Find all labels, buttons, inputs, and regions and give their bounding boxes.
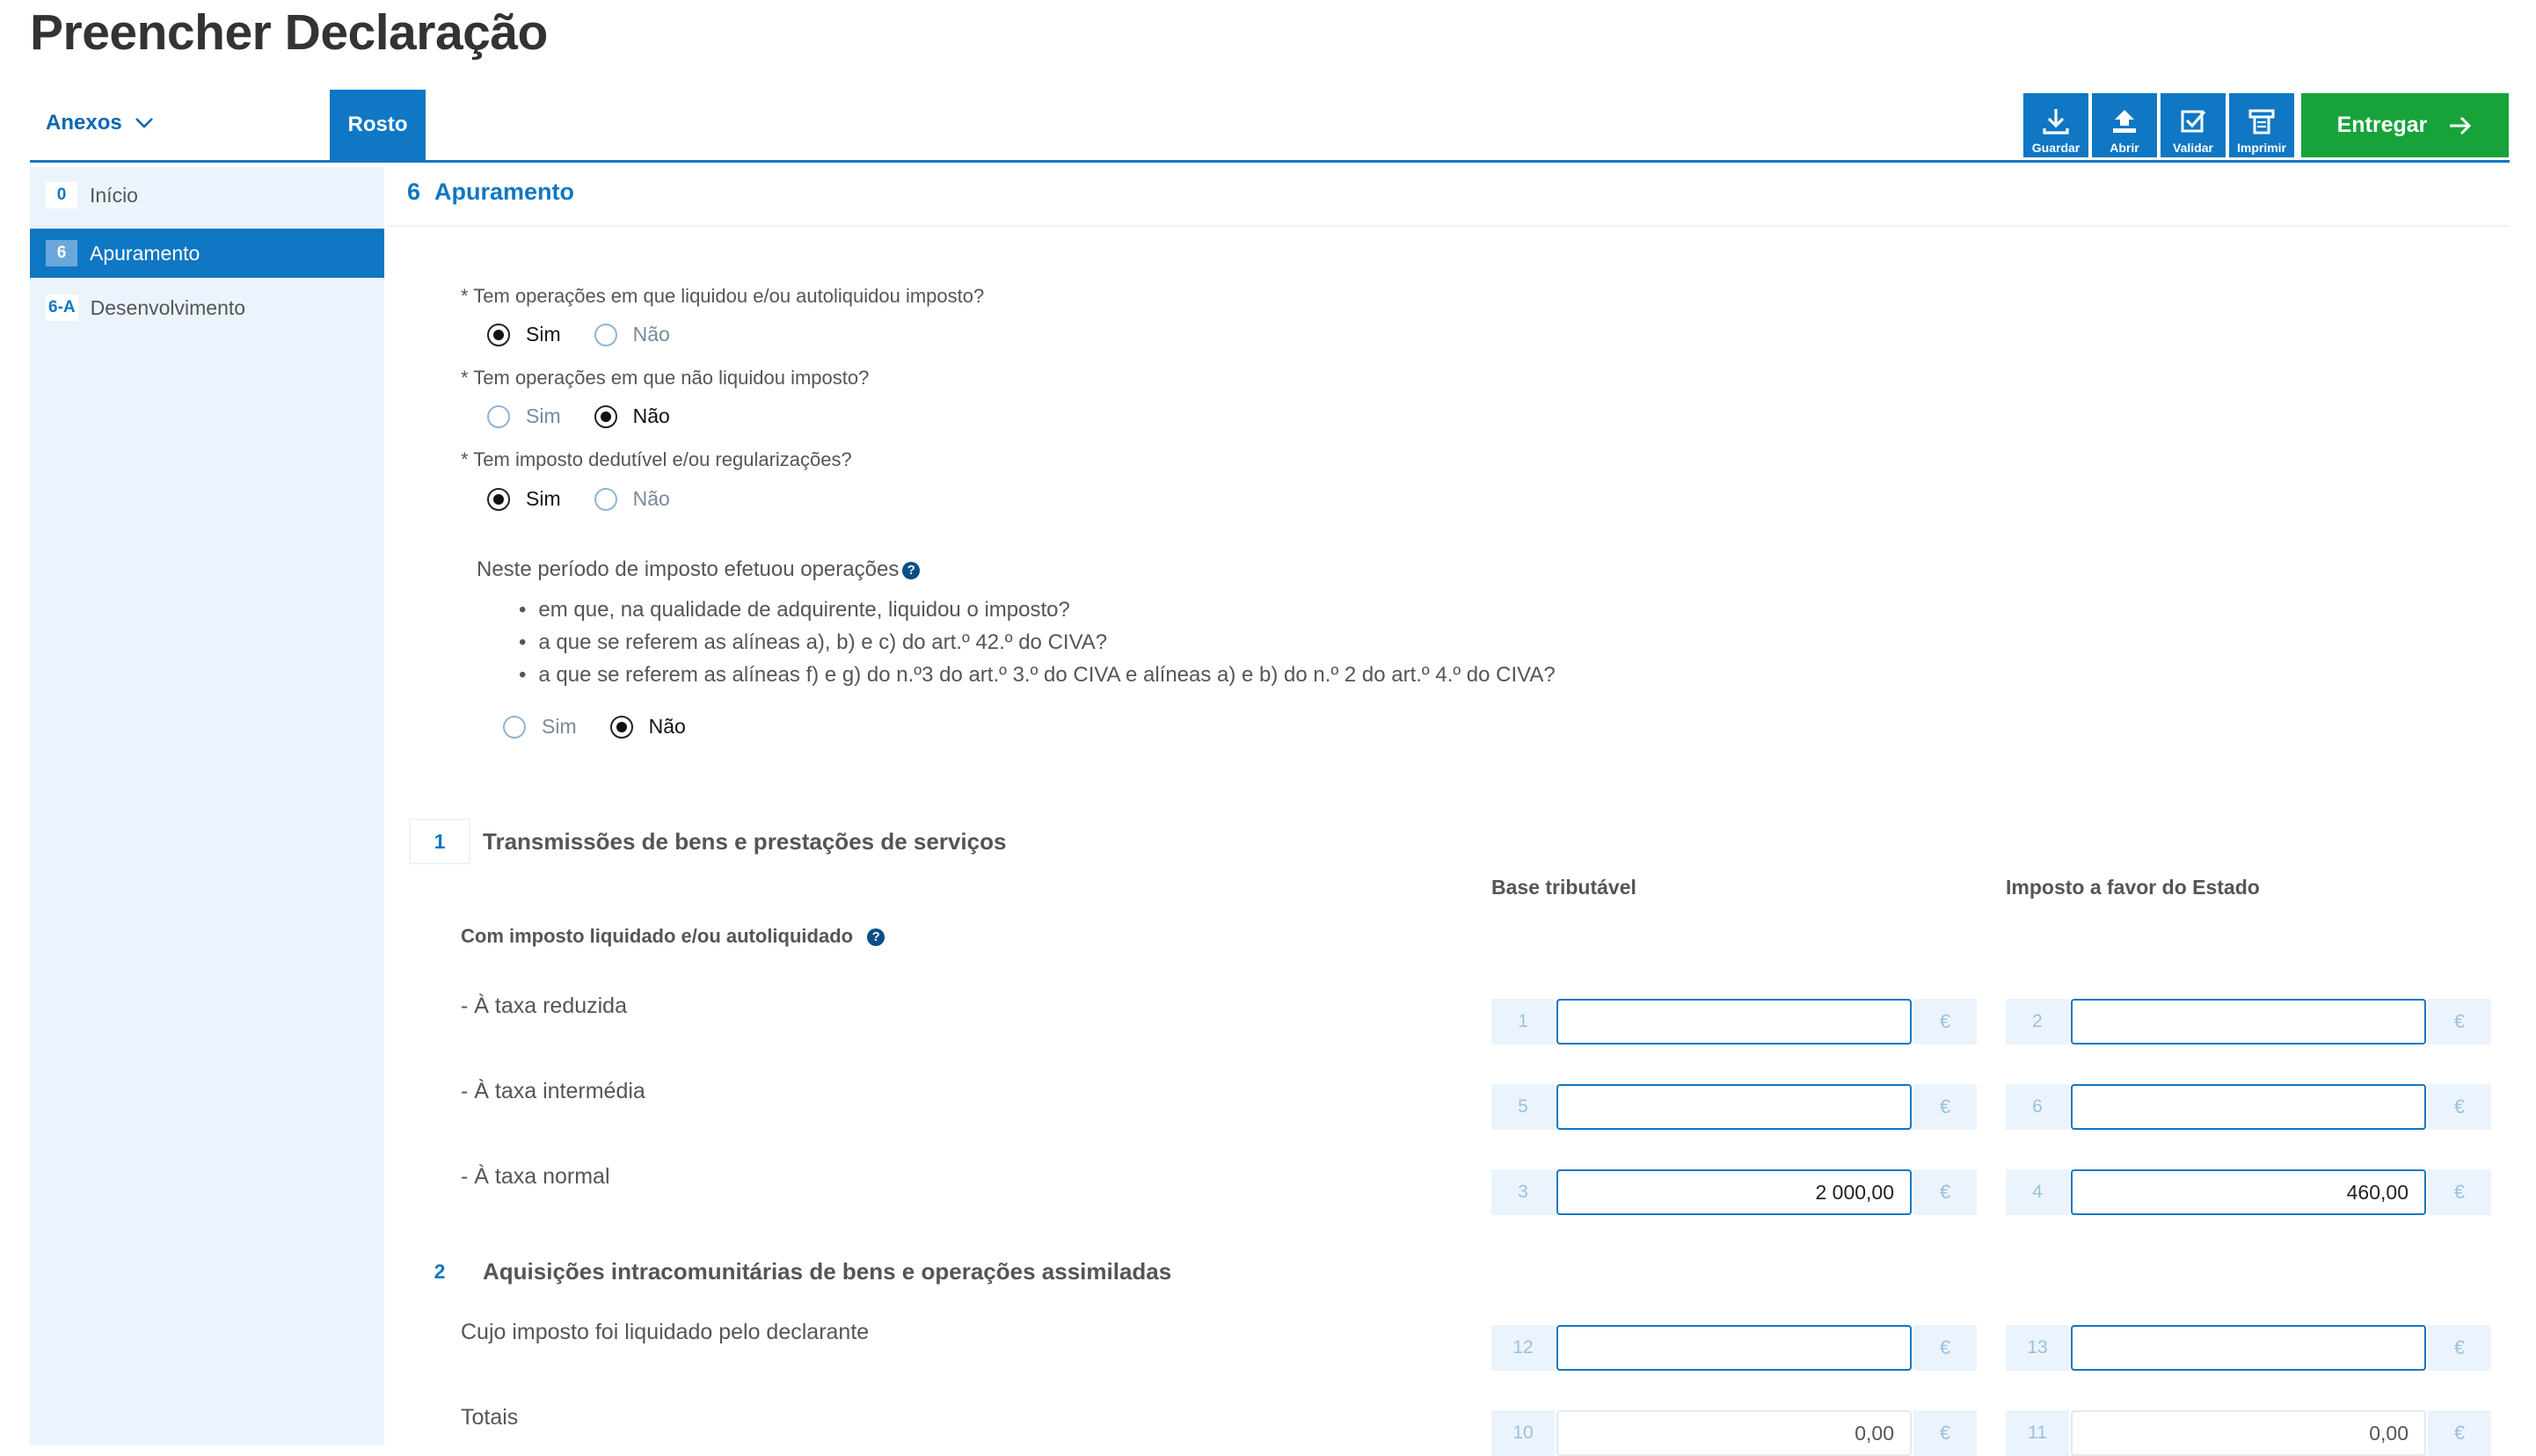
base-tributavel-input[interactable] xyxy=(1556,1169,1912,1215)
divider xyxy=(387,225,2510,227)
row-label-liquidado-declarante: Cujo imposto foi liquidado pelo declarante xyxy=(461,1320,870,1344)
field-number: 10 xyxy=(1491,1410,1555,1456)
radio-label: Não xyxy=(632,487,670,510)
period-question xyxy=(477,557,920,582)
entregar-button[interactable] xyxy=(2301,93,2509,157)
sidebar-item-num: 6 xyxy=(46,240,77,266)
radio-group-liquidou xyxy=(487,323,703,346)
total-base-input xyxy=(1556,1410,1912,1456)
radio-circle xyxy=(503,716,526,739)
radio-label: Não xyxy=(632,404,670,427)
subheading-text: Com imposto liquidado e/ou autoliquidado xyxy=(461,925,854,947)
base-tributavel-input[interactable] xyxy=(1556,1325,1912,1371)
euro-icon: € xyxy=(2428,999,2491,1045)
upload-icon xyxy=(2110,107,2139,135)
guardar-button[interactable] xyxy=(2023,93,2088,157)
radio-nao[interactable] xyxy=(610,715,686,739)
euro-icon: € xyxy=(2428,1325,2491,1371)
sidebar-item-label: Início xyxy=(90,183,138,207)
radio-sim[interactable] xyxy=(487,487,561,511)
sidebar-item-label: Desenvolvimento xyxy=(90,295,246,319)
radio-circle-checked xyxy=(487,488,510,511)
imprimir-button[interactable] xyxy=(2229,93,2294,157)
euro-icon: € xyxy=(2428,1410,2491,1456)
radio-sim[interactable] xyxy=(487,404,561,428)
radio-label: Sim xyxy=(526,487,561,510)
download-icon xyxy=(2041,107,2071,135)
radio-nao[interactable] xyxy=(594,323,670,346)
chevron-down-icon xyxy=(135,117,154,129)
field-base-5 xyxy=(1491,1084,1977,1130)
checkbox-icon xyxy=(2178,107,2208,135)
imposto-input[interactable] xyxy=(2071,1325,2426,1371)
field-number: 6 xyxy=(2006,1084,2069,1130)
field-imposto-4 xyxy=(2006,1169,2491,1215)
question-dedutivel: * Tem imposto dedutível e/ou regularizações? xyxy=(461,448,852,470)
field-imposto-11 xyxy=(2006,1410,2491,1456)
base-tributavel-input[interactable] xyxy=(1556,999,1912,1045)
row-label-taxa-normal: - À taxa normal xyxy=(461,1164,610,1189)
period-question-text: Neste período de imposto efetuou operações xyxy=(477,557,900,581)
validar-label: Validar xyxy=(2173,141,2213,155)
euro-icon: € xyxy=(2428,1084,2491,1130)
field-number: 2 xyxy=(2006,999,2069,1045)
radio-sim[interactable] xyxy=(503,715,577,739)
col-imposto-estado: Imposto a favor do Estado xyxy=(2006,876,2260,899)
imposto-input[interactable] xyxy=(2071,1084,2426,1130)
table1-number: 1 xyxy=(409,819,470,864)
help-icon[interactable]: ? xyxy=(902,562,920,579)
entregar-label: Entregar xyxy=(2336,113,2428,137)
arrow-right-icon xyxy=(2448,115,2473,136)
euro-icon: € xyxy=(1913,1410,1977,1456)
radio-circle-checked xyxy=(610,716,633,739)
abrir-label: Abrir xyxy=(2110,141,2139,155)
field-base-10 xyxy=(1491,1410,1977,1456)
row-label-taxa-intermedia: - À taxa intermédia xyxy=(461,1079,645,1103)
field-number: 4 xyxy=(2006,1169,2069,1215)
sidebar xyxy=(30,167,384,1445)
radio-nao[interactable] xyxy=(594,487,670,511)
help-icon[interactable]: ? xyxy=(867,928,885,946)
section-title-text: Apuramento xyxy=(434,178,575,205)
section-title xyxy=(407,178,574,206)
col-base-tributavel: Base tributável xyxy=(1491,876,1636,899)
row-label-taxa-reduzida: - À taxa reduzida xyxy=(461,994,627,1018)
table2-number: 2 xyxy=(434,1259,446,1283)
printer-icon xyxy=(2247,107,2277,135)
radio-circle xyxy=(594,324,617,346)
sidebar-item-apuramento[interactable] xyxy=(30,229,384,278)
sidebar-item-desenvolvimento[interactable] xyxy=(30,283,384,332)
guardar-label: Guardar xyxy=(2031,141,2081,155)
field-number: 12 xyxy=(1491,1325,1555,1371)
bullet-item: • em que, na qualidade de adquirente, liquidou o imposto? xyxy=(519,598,1070,622)
field-number: 5 xyxy=(1491,1084,1555,1130)
abrir-button[interactable] xyxy=(2092,93,2157,157)
radio-circle-checked xyxy=(594,405,617,428)
field-base-3 xyxy=(1491,1169,1977,1215)
radio-group-dedutivel xyxy=(487,487,703,511)
euro-icon: € xyxy=(1913,1325,1977,1371)
bullet-item: • a que se referem as alíneas a), b) e c) do art.º 42.º do CIVA? xyxy=(519,630,1107,655)
field-base-12 xyxy=(1491,1325,1977,1371)
euro-icon: € xyxy=(1913,999,1977,1045)
field-number: 11 xyxy=(2006,1410,2069,1456)
field-imposto-2 xyxy=(2006,999,2491,1045)
radio-group-nao-liquidou xyxy=(487,404,703,428)
row-label-totais: Totais xyxy=(461,1405,519,1430)
field-number: 1 xyxy=(1491,999,1555,1045)
total-imposto-input xyxy=(2071,1410,2426,1456)
radio-sim[interactable] xyxy=(487,323,561,346)
subheading-imposto-liquidado xyxy=(461,925,885,948)
anexos-dropdown[interactable] xyxy=(46,111,154,135)
field-imposto-6 xyxy=(2006,1084,2491,1130)
anexos-label: Anexos xyxy=(46,111,122,135)
field-number: 3 xyxy=(1491,1169,1555,1215)
field-number: 13 xyxy=(2006,1325,2069,1371)
radio-label: Sim xyxy=(526,404,561,427)
radio-circle xyxy=(487,405,510,428)
radio-circle xyxy=(594,488,617,511)
table1-title: Transmissões de bens e prestações de serviços xyxy=(483,827,1007,855)
euro-icon: € xyxy=(1913,1169,1977,1215)
base-tributavel-input[interactable] xyxy=(1556,1084,1912,1130)
radio-nao[interactable] xyxy=(594,404,670,428)
imposto-input[interactable] xyxy=(2071,999,2426,1045)
table1-header xyxy=(409,819,1006,864)
imposto-input[interactable] xyxy=(2071,1169,2426,1215)
sidebar-item-num: 0 xyxy=(46,182,77,208)
radio-label: Sim xyxy=(526,323,561,346)
sidebar-item-label: Apuramento xyxy=(90,241,200,265)
sidebar-item-inicio[interactable] xyxy=(30,171,384,220)
radio-label: Sim xyxy=(542,715,577,738)
sidebar-item-num: 6-A xyxy=(46,295,78,321)
radio-circle-checked xyxy=(487,324,510,346)
toolbar xyxy=(2023,93,2294,157)
imprimir-label: Imprimir xyxy=(2236,141,2286,155)
bullet-item: • a que se referem as alíneas f) e g) do n.º3 do art.º 3.º do CIVA e alíneas a) e b) do n.º 2 do art.º 4.º do CIVA? xyxy=(519,663,1556,688)
euro-icon: € xyxy=(2428,1169,2491,1215)
tab-rosto[interactable]: Rosto xyxy=(330,90,426,160)
table2-header xyxy=(409,1249,1171,1294)
question-liquidou: * Tem operações em que liquidou e/ou autoliquidou imposto? xyxy=(461,285,985,307)
section-number: 6 xyxy=(407,178,421,205)
radio-label: Não xyxy=(632,323,670,346)
validar-button[interactable] xyxy=(2161,93,2226,157)
tab-underline xyxy=(30,160,2510,163)
radio-group-periodo xyxy=(503,715,719,739)
euro-icon: € xyxy=(1913,1084,1977,1130)
question-nao-liquidou: * Tem operações em que não liquidou imposto? xyxy=(461,367,870,389)
field-base-1 xyxy=(1491,999,1977,1045)
radio-label: Não xyxy=(648,715,686,738)
table2-title: Aquisições intracomunitárias de bens e operações assimiladas xyxy=(483,1257,1172,1285)
field-imposto-13 xyxy=(2006,1325,2491,1371)
page-title: Preencher Declaração xyxy=(30,4,548,61)
